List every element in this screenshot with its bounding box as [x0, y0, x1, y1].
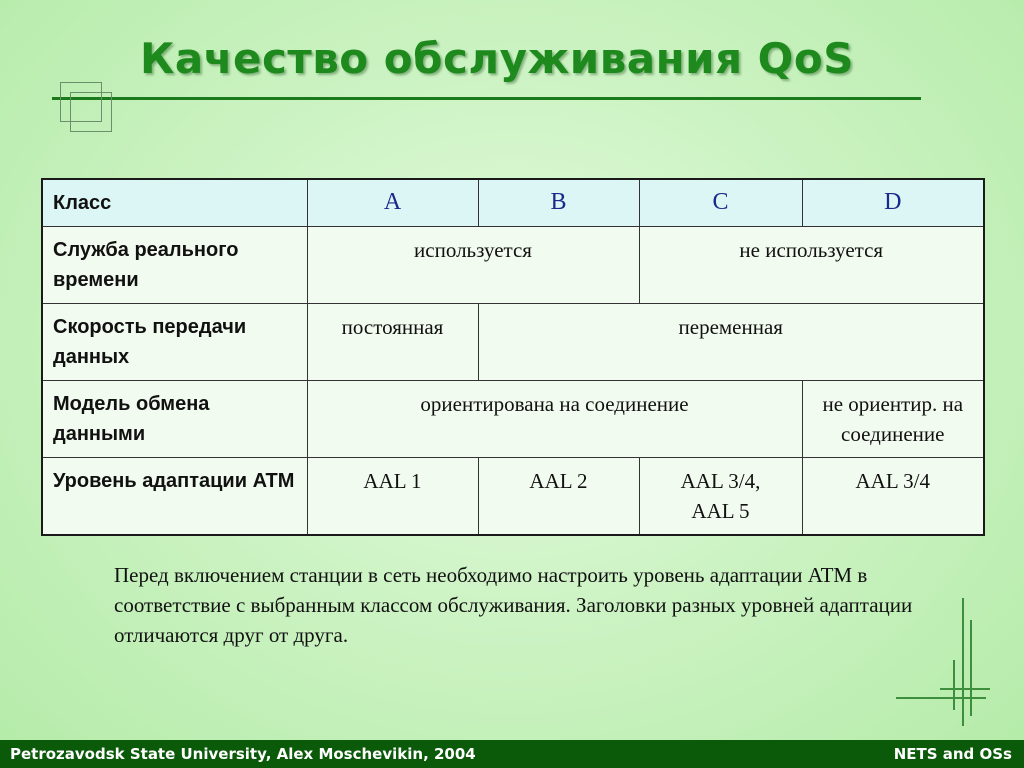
decorative-line — [970, 620, 972, 716]
decorative-square-icon — [70, 92, 112, 132]
cell-realtime-not-used: не используется — [639, 227, 984, 304]
footer-bar — [0, 740, 1024, 768]
table-header-row — [42, 179, 984, 227]
row-label-atm-adaptation: Уровень адаптации ATM — [42, 458, 307, 536]
cell-connection-oriented: ориентирована на соединение — [307, 381, 802, 458]
class-d-header: D — [802, 179, 984, 227]
table-row — [42, 227, 984, 304]
slide-title: Качество обслуживания QoS — [140, 34, 854, 83]
decorative-line — [953, 660, 955, 710]
row-label-bitrate: Скорость передачи данных — [42, 304, 307, 381]
decorative-line — [940, 688, 990, 690]
decorative-line — [896, 697, 986, 699]
header-label-class: Класс — [42, 179, 307, 227]
cell-aal-c: AAL 3/4, AAL 5 — [639, 458, 802, 536]
note-paragraph: Перед включением станции в сеть необходимо настроить уровень адаптации ATM в соответствие с выбранным классом обслуживания. Заголовки разных уровней адаптации отличаются друг от друга. — [114, 563, 913, 647]
row-label-realtime: Служба реального времени — [42, 227, 307, 304]
cell-aal-d: AAL 3/4 — [802, 458, 984, 536]
footer-credit: Petrozavodsk State University, Alex Moschevikin, 2004 — [10, 745, 476, 763]
cell-bitrate-variable: переменная — [478, 304, 984, 381]
qos-table — [41, 178, 985, 536]
decorative-line — [962, 598, 964, 726]
class-c-header: C — [639, 179, 802, 227]
row-label-exchange-model: Модель обмена данными — [42, 381, 307, 458]
table-row — [42, 458, 984, 536]
cell-connectionless: не ориентир. на соединение — [802, 381, 984, 458]
class-a-header: A — [307, 179, 478, 227]
footer-course: NETS and OSs — [893, 745, 1012, 763]
class-b-header: B — [478, 179, 639, 227]
table-row — [42, 381, 984, 458]
cell-aal-b: AAL 2 — [478, 458, 639, 536]
title-underline — [52, 97, 921, 100]
cell-bitrate-constant: постоянная — [307, 304, 478, 381]
cell-aal-a: AAL 1 — [307, 458, 478, 536]
table-row — [42, 304, 984, 381]
cell-realtime-used: используется — [307, 227, 639, 304]
